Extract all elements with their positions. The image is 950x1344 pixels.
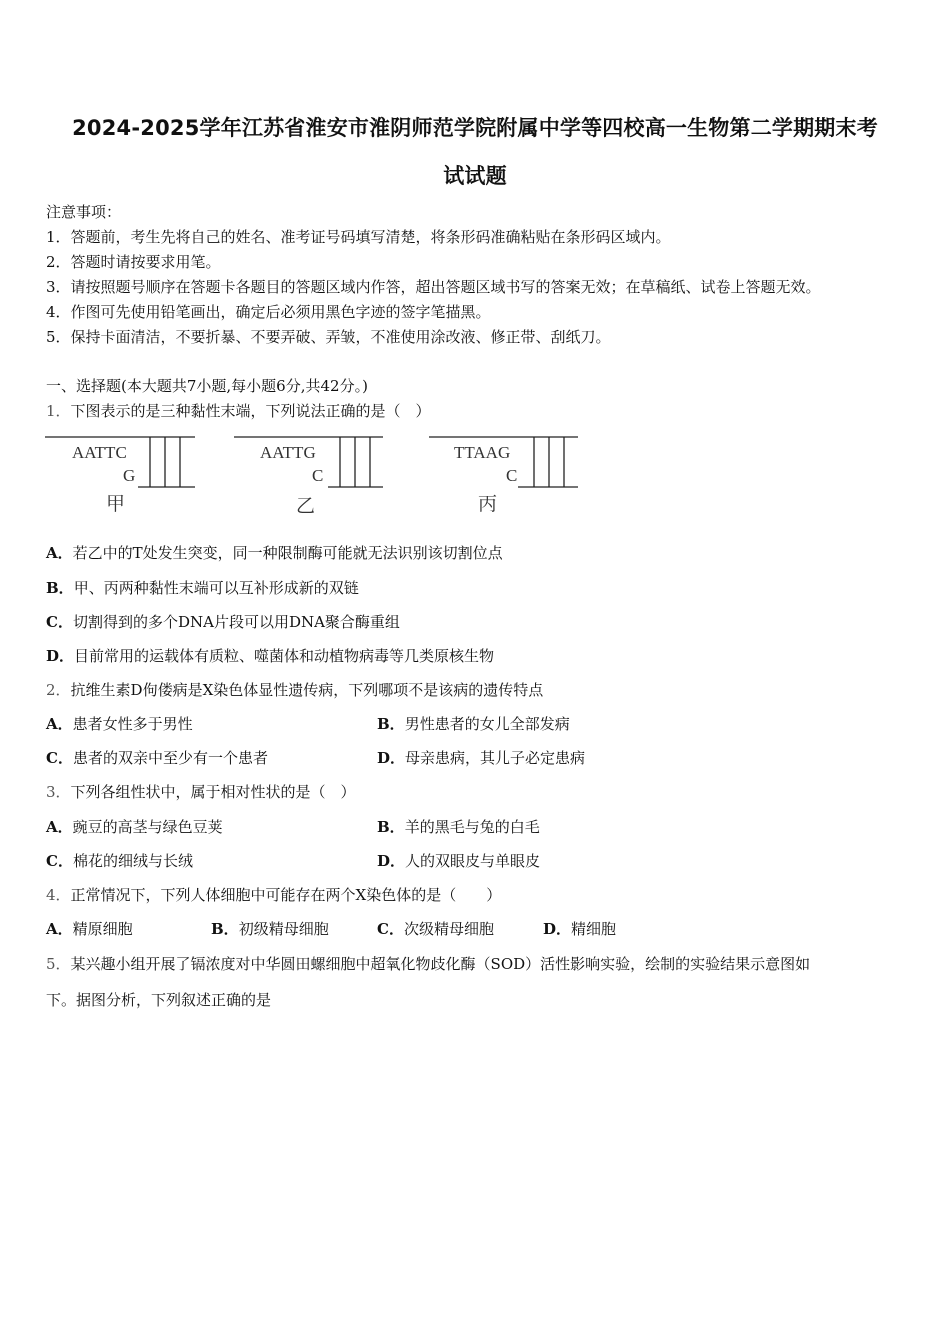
- option-text: 患者的双亲中至少有一个患者: [72, 749, 268, 767]
- yi-top-strand: AATTG: [260, 443, 316, 462]
- option-text: 棉花的细绒与长绒: [72, 852, 193, 870]
- q3-option-a: [46, 817, 223, 837]
- option-letter: C．: [46, 852, 73, 870]
- q2-option-c: [46, 748, 268, 768]
- q2-option-b: [377, 714, 570, 734]
- option-letter: D．: [377, 749, 406, 767]
- option-text: 若乙中的T处发生突变，同一种限制酶可能就无法识别该切割位点: [72, 544, 503, 562]
- option-text: 母亲患病，其儿子必定患病: [405, 749, 586, 767]
- option-text: 精原细胞: [72, 920, 133, 938]
- bing-label: 丙: [478, 494, 498, 515]
- q4-option-b: [211, 919, 329, 939]
- option-letter: A．: [46, 544, 73, 562]
- q1-option-c: [46, 612, 400, 632]
- question-number: 1．: [46, 402, 71, 420]
- page-title: 2024-2025学年江苏省淮安市淮阴师范学院附属中学等四校高一生物第二学期期末考: [72, 116, 878, 140]
- question-text: 抗维生素D佝偻病是X染色体显性遗传病，下列哪项不是该病的遗传特点: [70, 681, 544, 699]
- option-letter: B．: [377, 715, 405, 733]
- option-letter: B．: [377, 818, 405, 836]
- bing-top-strand: TTAAG: [454, 443, 511, 462]
- yi-label: 乙: [296, 496, 316, 517]
- jia-top-strand: AATTC: [72, 443, 127, 462]
- question-4-stem: [46, 885, 501, 905]
- question-text: 下图表示的是三种黏性末端，下列说法正确的是（ ）: [70, 402, 431, 420]
- question-text: 正常情况下，下列人体细胞中可能存在两个X染色体的是（ ）: [70, 886, 502, 904]
- option-letter: A．: [46, 920, 73, 938]
- section-heading: 一、选择题(本大题共7小题,每小题6分,共42分。): [46, 377, 368, 395]
- option-text: 目前常用的运载体有质粒、噬菌体和动植物病毒等几类原核生物: [74, 647, 495, 665]
- option-letter: A．: [46, 715, 73, 733]
- q2-option-d: [377, 748, 585, 768]
- option-text: 男性患者的女儿全部发病: [404, 715, 570, 733]
- option-letter: C．: [377, 920, 404, 938]
- option-letter: B．: [46, 579, 74, 597]
- option-text: 羊的黑毛与兔的白毛: [404, 818, 540, 836]
- option-letter: D．: [377, 852, 406, 870]
- option-text: 患者女性多于男性: [72, 715, 193, 733]
- notice-heading: 注意事项：: [46, 203, 122, 221]
- option-text: 初级精母细胞: [238, 920, 329, 938]
- q3-option-d: [377, 851, 540, 871]
- q4-option-d: [543, 919, 616, 939]
- option-text: 切割得到的多个DNA片段可以用DNA聚合酶重组: [72, 613, 400, 631]
- notice-item: 3．请按照题号顺序在答题卡各题目的答题区域内作答，超出答题区域书写的答案无效；在草稿纸、试卷上答题无效。: [46, 278, 821, 296]
- option-letter: D．: [46, 647, 75, 665]
- option-letter: C．: [46, 749, 73, 767]
- q1-option-b: [46, 578, 359, 598]
- q3-option-c: [46, 851, 193, 871]
- jia-bottom-strand: G: [123, 466, 136, 485]
- option-letter: A．: [46, 818, 73, 836]
- yi-bottom-strand: C: [312, 466, 324, 485]
- notice-item: 2．答题时请按要求用笔。: [46, 253, 221, 271]
- question-3-stem: [46, 782, 356, 802]
- sticky-ends-figure: [40, 426, 600, 526]
- option-text: 豌豆的高茎与绿色豆荚: [72, 818, 223, 836]
- question-number: 2．: [46, 681, 71, 699]
- notice-item: 1．答题前，考生先将自己的姓名、准考证号码填写清楚，将条形码准确粘贴在条形码区域内。: [46, 228, 671, 246]
- question-text: 下列各组性状中，属于相对性状的是（ ）: [70, 783, 356, 801]
- q2-option-a: [46, 714, 193, 734]
- q1-option-a: [46, 543, 503, 563]
- option-text: 甲、丙两种黏性末端可以互补形成新的双链: [73, 579, 359, 597]
- question-number: 5．: [46, 955, 71, 973]
- q1-option-d: [46, 646, 494, 666]
- question-number: 4．: [46, 886, 71, 904]
- q3-option-b: [377, 817, 540, 837]
- question-number: 3．: [46, 783, 71, 801]
- question-5-stem-continued: 下。据图分析，下列叙述正确的是: [46, 991, 272, 1009]
- notice-item: 5．保持卡面清洁，不要折暴、不要弄破、弄皱，不准使用涂改液、修正带、刮纸刀。: [46, 328, 611, 346]
- option-text: 人的双眼皮与单眼皮: [405, 852, 541, 870]
- bing-bottom-strand: C: [506, 466, 518, 485]
- option-letter: B．: [211, 920, 239, 938]
- q4-option-a: [46, 919, 133, 939]
- q4-option-c: [377, 919, 494, 939]
- sticky-ends-diagram: [40, 426, 600, 526]
- option-text: 精细胞: [571, 920, 617, 938]
- page-title-continued: 试试题: [443, 164, 507, 188]
- question-5-stem: [46, 954, 810, 974]
- option-letter: D．: [543, 920, 572, 938]
- notice-item: 4．作图可先使用铅笔画出，确定后必须用黑色字迹的签字笔描黑。: [46, 303, 491, 321]
- question-text: 某兴趣小组开展了镉浓度对中华圆田螺细胞中超氧化物歧化酶（SOD）活性影响实验，绘制的实验结果示意图如: [70, 955, 811, 973]
- question-1-stem: [46, 401, 431, 421]
- jia-label: 甲: [106, 494, 126, 515]
- question-2-stem: [46, 680, 543, 700]
- option-text: 次级精母细胞: [403, 920, 494, 938]
- option-letter: C．: [46, 613, 73, 631]
